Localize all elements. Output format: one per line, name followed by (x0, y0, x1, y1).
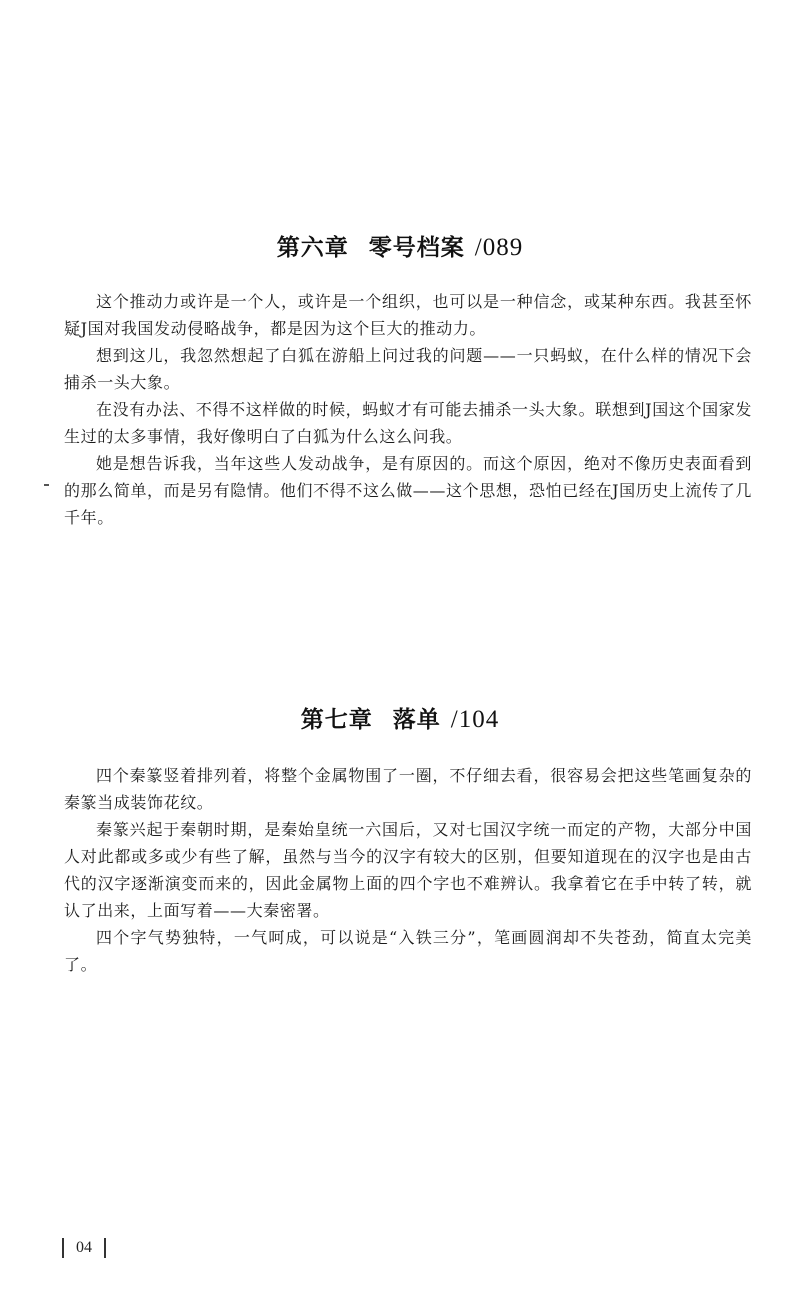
chapter-number: 第七章 (300, 707, 373, 733)
chapter-page-ref: /089 (474, 234, 524, 261)
chapter-title-text: 落单 (392, 707, 441, 733)
print-mark (44, 484, 49, 486)
chapter-excerpt (64, 762, 752, 978)
chapter-heading (0, 230, 800, 266)
chapter-heading (0, 702, 800, 738)
paragraph: 这个推动力或许是一个人，或许是一个组织，也可以是一种信念，或某种东西。我甚至怀疑J国对我国发动侵略战争，都是因为这个巨大的推动力。 (64, 292, 752, 338)
footer-divider-right (104, 1238, 106, 1258)
footer-divider-left (62, 1238, 64, 1258)
paragraph: 四个秦篆竖着排列着，将整个金属物围了一圈，不仔细去看，很容易会把这些笔画复杂的秦篆当成装饰花纹。 (64, 766, 752, 812)
paragraph: 想到这儿，我忽然想起了白狐在游船上问过我的问题——一只蚂蚁，在什么样的情况下会捕杀一头大象。 (64, 346, 752, 392)
chapter-number: 第六章 (276, 235, 349, 261)
page-footer (62, 1236, 106, 1260)
chapter-page-ref: /104 (450, 706, 500, 733)
page-number: 04 (76, 1239, 92, 1256)
chapter-title-text: 零号档案 (368, 235, 465, 261)
chapter-section-7 (0, 702, 800, 974)
paragraph: 四个字气势独特，一气呵成，可以说是“入铁三分”，笔画圆润却不失苍劲，简直太完美了。 (64, 928, 752, 974)
paragraph: 在没有办法、不得不这样做的时候，蚂蚁才有可能去捕杀一头大象。联想到J国这个国家发生过的太多事情，我好像明白了白狐为什么这么问我。 (64, 400, 752, 446)
paragraph: 她是想告诉我，当年这些人发动战争，是有原因的。而这个原因，绝对不像历史表面看到的那么简单，而是另有隐情。他们不得不这么做——这个思想，恐怕已经在J国历史上流传了几千年。 (64, 454, 752, 527)
paragraph: 秦篆兴起于秦朝时期，是秦始皇统一六国后，又对七国汉字统一而定的产物，大部分中国人对此都或多或少有些了解，虽然与当今的汉字有较大的区别，但要知道现在的汉字也是由古代的汉字逐渐演变而来的，因此金属物上面的四个字也不难辨认。我拿着它在手中转了转，就认了出来，上面写着——大秦密署。 (64, 820, 752, 920)
chapter-section-6 (0, 230, 800, 527)
chapter-excerpt (64, 288, 752, 531)
